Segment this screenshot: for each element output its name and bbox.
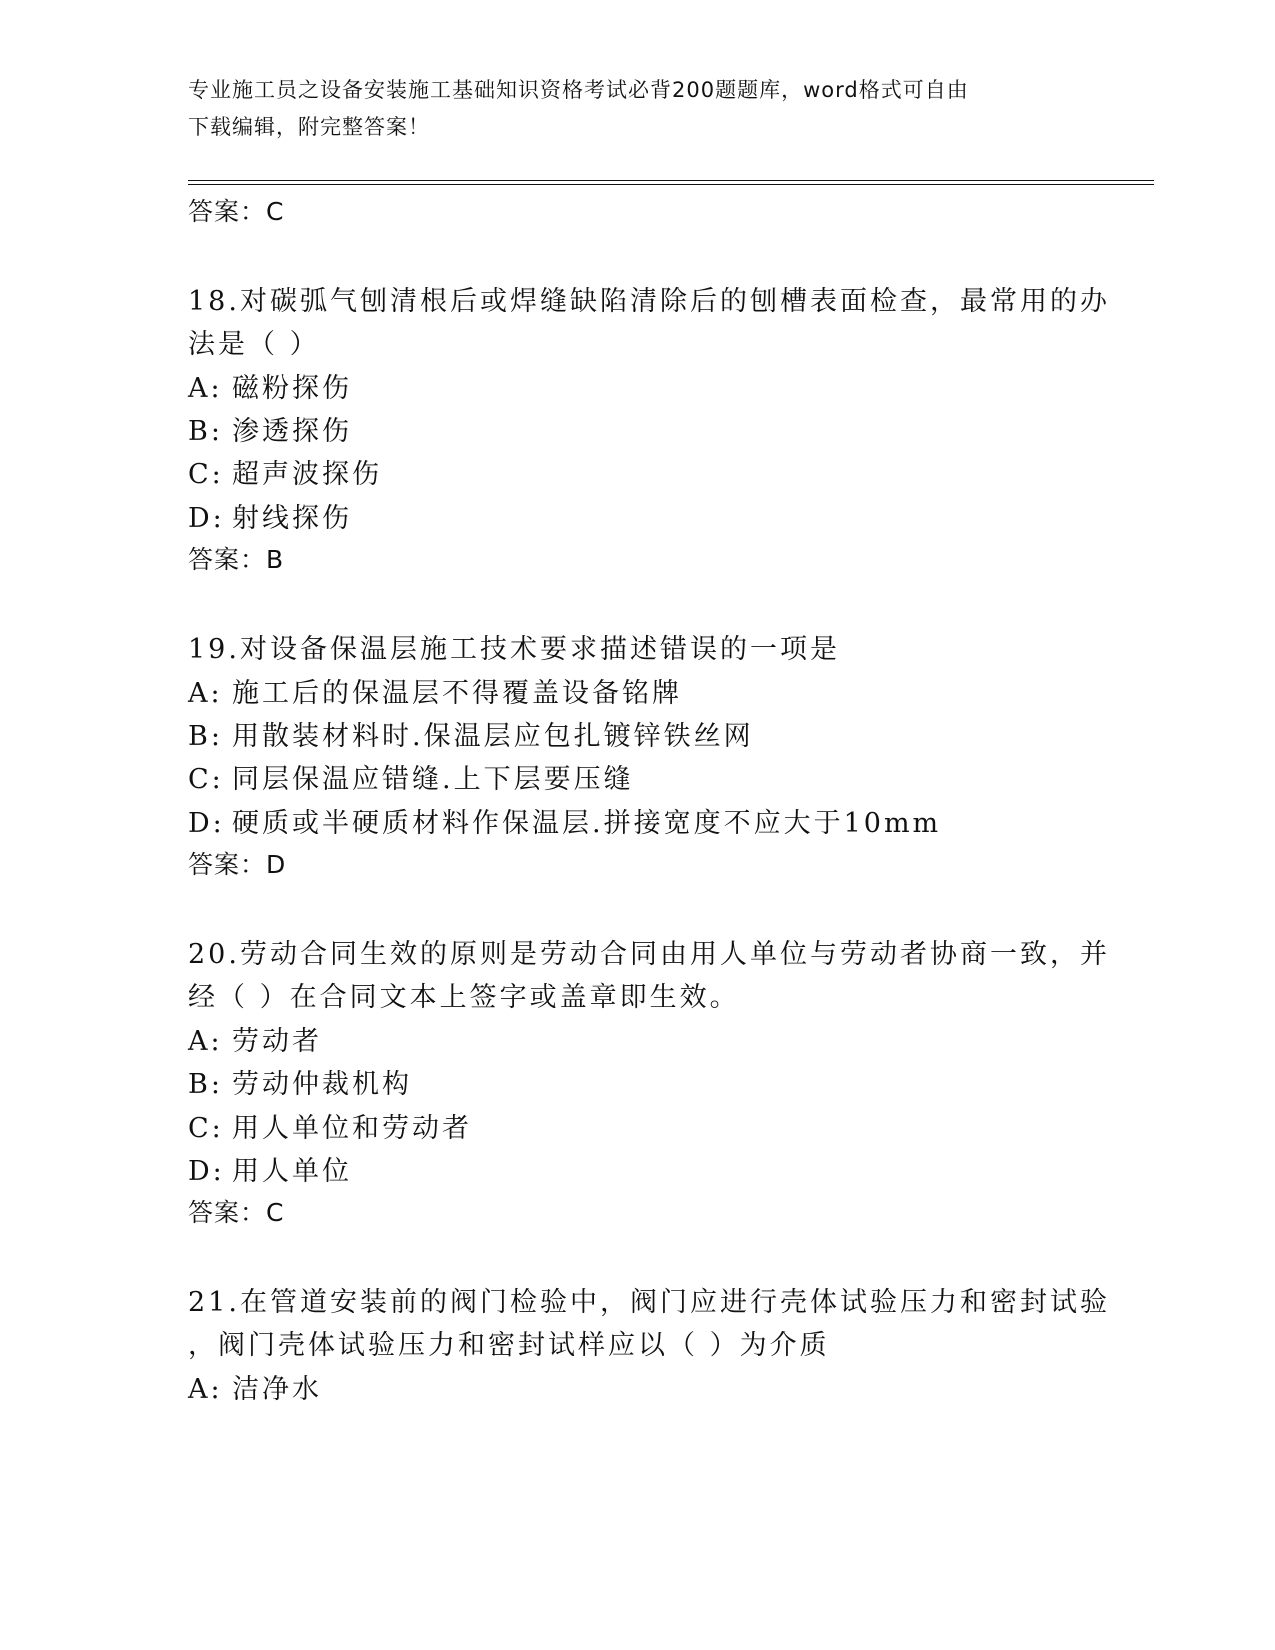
question-19-option-c: [188, 757, 634, 796]
option-letter: D:: [188, 808, 225, 839]
option-letter: C:: [188, 764, 224, 795]
option-letter: A:: [188, 678, 223, 709]
question-18-option-d: [188, 496, 352, 535]
option-letter: D:: [188, 1156, 225, 1187]
question-20-option-a: [188, 1019, 322, 1058]
option-text: 磁粉探伤: [232, 373, 352, 404]
option-text: 洁净水: [232, 1374, 322, 1405]
answer-18: 答案：B: [188, 545, 285, 574]
option-text: 超声波探伤: [232, 459, 382, 490]
option-letter: A:: [188, 373, 223, 404]
header-line-1: 专业施工员之设备安装施工基础知识资格考试必背200题题库，word格式可自由: [188, 78, 969, 102]
option-letter: C:: [188, 459, 224, 490]
header-line-2: 下载编辑，附完整答案！: [188, 115, 430, 139]
question-20-option-b: [188, 1062, 412, 1101]
option-text: 劳动仲裁机构: [232, 1069, 412, 1100]
question-19-option-d: [188, 801, 941, 840]
option-text: 施工后的保温层不得覆盖设备铭牌: [232, 678, 682, 709]
question-20-text-line-1: 20.劳动合同生效的原则是劳动合同由用人单位与劳动者协商一致，并: [188, 939, 1110, 970]
option-letter: B:: [188, 721, 223, 752]
option-text: 用人单位和劳动者: [232, 1113, 472, 1144]
option-letter: C:: [188, 1113, 224, 1144]
option-letter: A:: [188, 1374, 223, 1405]
header-rule-thin: [188, 184, 1154, 185]
question-20-option-d: [188, 1149, 352, 1188]
question-19-option-a: [188, 671, 682, 710]
answer-17: 答案：C: [188, 197, 285, 226]
option-letter: A:: [188, 1026, 223, 1057]
document-header: [188, 72, 1088, 146]
question-18-option-b: [188, 409, 352, 448]
option-text: 硬质或半硬质材料作保温层.拼接宽度不应大于10mm: [232, 808, 942, 839]
option-text: 劳动者: [232, 1026, 322, 1057]
option-text: 射线探伤: [232, 503, 352, 534]
answer-20: 答案：C: [188, 1198, 285, 1227]
question-18-option-c: [188, 452, 382, 491]
question-20-option-c: [188, 1106, 472, 1145]
question-21-text-line-2: ，阀门壳体试验压力和密封试样应以（ ）为介质: [188, 1330, 830, 1361]
answer-19: 答案：D: [188, 850, 287, 879]
question-21-option-a: [188, 1367, 322, 1406]
question-21-text-line-1: 21.在管道安装前的阀门检验中，阀门应进行壳体试验压力和密封试验: [188, 1287, 1110, 1318]
option-letter: B:: [188, 1069, 223, 1100]
question-19-text-line-1: 19.对设备保温层施工技术要求描述错误的一项是: [188, 634, 840, 665]
option-letter: D:: [188, 503, 225, 534]
header-rule-thick: [188, 180, 1154, 181]
question-20-text-line-2: 经（ ）在合同文本上签字或盖章即生效。: [188, 982, 740, 1013]
option-text: 渗透探伤: [232, 416, 352, 447]
question-19-option-b: [188, 714, 754, 753]
option-text: 用人单位: [232, 1156, 352, 1187]
option-text: 用散装材料时.保温层应包扎镀锌铁丝网: [232, 721, 754, 752]
question-18-text-line-2: 法是（ ）: [188, 329, 320, 360]
question-18-option-a: [188, 366, 352, 405]
option-text: 同层保温应错缝.上下层要压缝: [232, 764, 634, 795]
question-18-text-line-1: 18.对碳弧气刨清根后或焊缝缺陷清除后的刨槽表面检查，最常用的办: [188, 286, 1110, 317]
option-letter: B:: [188, 416, 223, 447]
